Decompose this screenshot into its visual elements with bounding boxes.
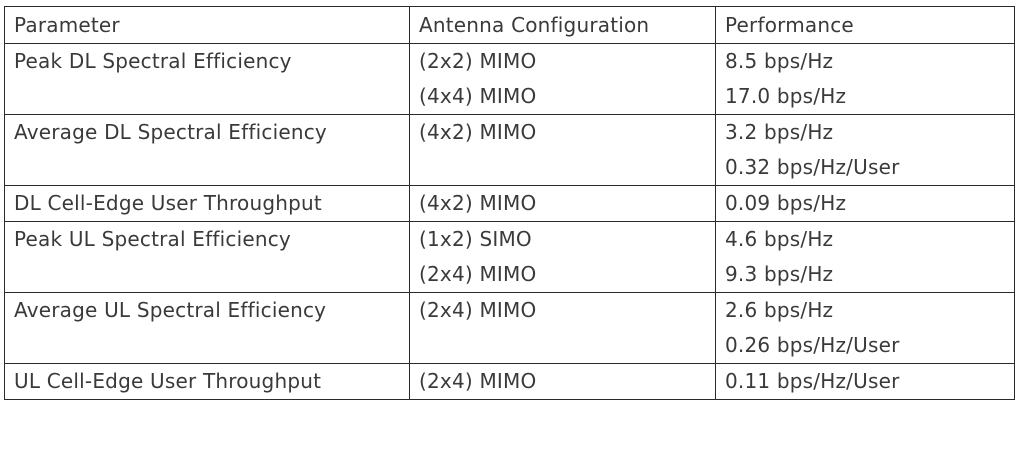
- parameter-cell: [5, 115, 410, 186]
- antenna-value: (4x4) MIMO: [419, 84, 537, 108]
- performance-table: [4, 6, 1015, 400]
- performance-value: 9.3 bps/Hz: [725, 262, 834, 286]
- table-row: [5, 293, 1015, 364]
- antenna-cell: [410, 186, 716, 222]
- parameter-cell: [5, 44, 410, 115]
- antenna-value: (2x2) MIMO: [419, 49, 537, 73]
- performance-value: 4.6 bps/Hz: [725, 227, 834, 251]
- antenna-cell: [410, 364, 716, 400]
- performance-value: 0.26 bps/Hz/User: [725, 333, 900, 357]
- performance-value: 17.0 bps/Hz: [725, 84, 847, 108]
- parameter-label: Peak UL Spectral Efficiency: [14, 227, 291, 251]
- parameter-label: Peak DL Spectral Efficiency: [14, 49, 292, 73]
- table-row: [5, 222, 1015, 293]
- antenna-value: [419, 150, 715, 185]
- table-row: [5, 115, 1015, 186]
- antenna-value: (4x2) MIMO: [419, 120, 537, 144]
- performance-value: 2.6 bps/Hz: [725, 298, 834, 322]
- antenna-cell: [410, 222, 716, 293]
- header-parameter: Parameter: [5, 7, 410, 44]
- antenna-value: [419, 328, 715, 363]
- parameter-cell: [5, 364, 410, 400]
- performance-value: 8.5 bps/Hz: [725, 49, 834, 73]
- performance-cell: [716, 222, 1015, 293]
- performance-value: 3.2 bps/Hz: [725, 120, 834, 144]
- table-row: [5, 186, 1015, 222]
- parameter-label: Average DL Spectral Efficiency: [14, 120, 327, 144]
- parameter-cell: [5, 186, 410, 222]
- antenna-value: (1x2) SIMO: [419, 227, 532, 251]
- performance-cell: [716, 44, 1015, 115]
- header-performance: Performance: [716, 7, 1015, 44]
- performance-value: 0.09 bps/Hz: [725, 191, 847, 215]
- performance-value: 0.32 bps/Hz/User: [725, 155, 900, 179]
- antenna-cell: [410, 293, 716, 364]
- antenna-value: (2x4) MIMO: [419, 262, 537, 286]
- table-row: [5, 364, 1015, 400]
- performance-cell: [716, 186, 1015, 222]
- antenna-value: (2x4) MIMO: [419, 298, 537, 322]
- table-header-row: [5, 7, 1015, 44]
- performance-cell: [716, 364, 1015, 400]
- antenna-cell: [410, 115, 716, 186]
- parameter-label: UL Cell-Edge User Throughput: [14, 369, 322, 393]
- parameter-cell: [5, 293, 410, 364]
- table-row: [5, 44, 1015, 115]
- performance-table-container: [4, 6, 1014, 458]
- parameter-cell: [5, 222, 410, 293]
- performance-cell: [716, 293, 1015, 364]
- parameter-label: Average UL Spectral Efficiency: [14, 298, 327, 322]
- antenna-value: (4x2) MIMO: [419, 191, 537, 215]
- antenna-value: (2x4) MIMO: [419, 369, 537, 393]
- parameter-label: DL Cell-Edge User Throughput: [14, 191, 322, 215]
- antenna-cell: [410, 44, 716, 115]
- performance-value: 0.11 bps/Hz/User: [725, 369, 900, 393]
- header-antenna-configuration: Antenna Configuration: [410, 7, 716, 44]
- performance-cell: [716, 115, 1015, 186]
